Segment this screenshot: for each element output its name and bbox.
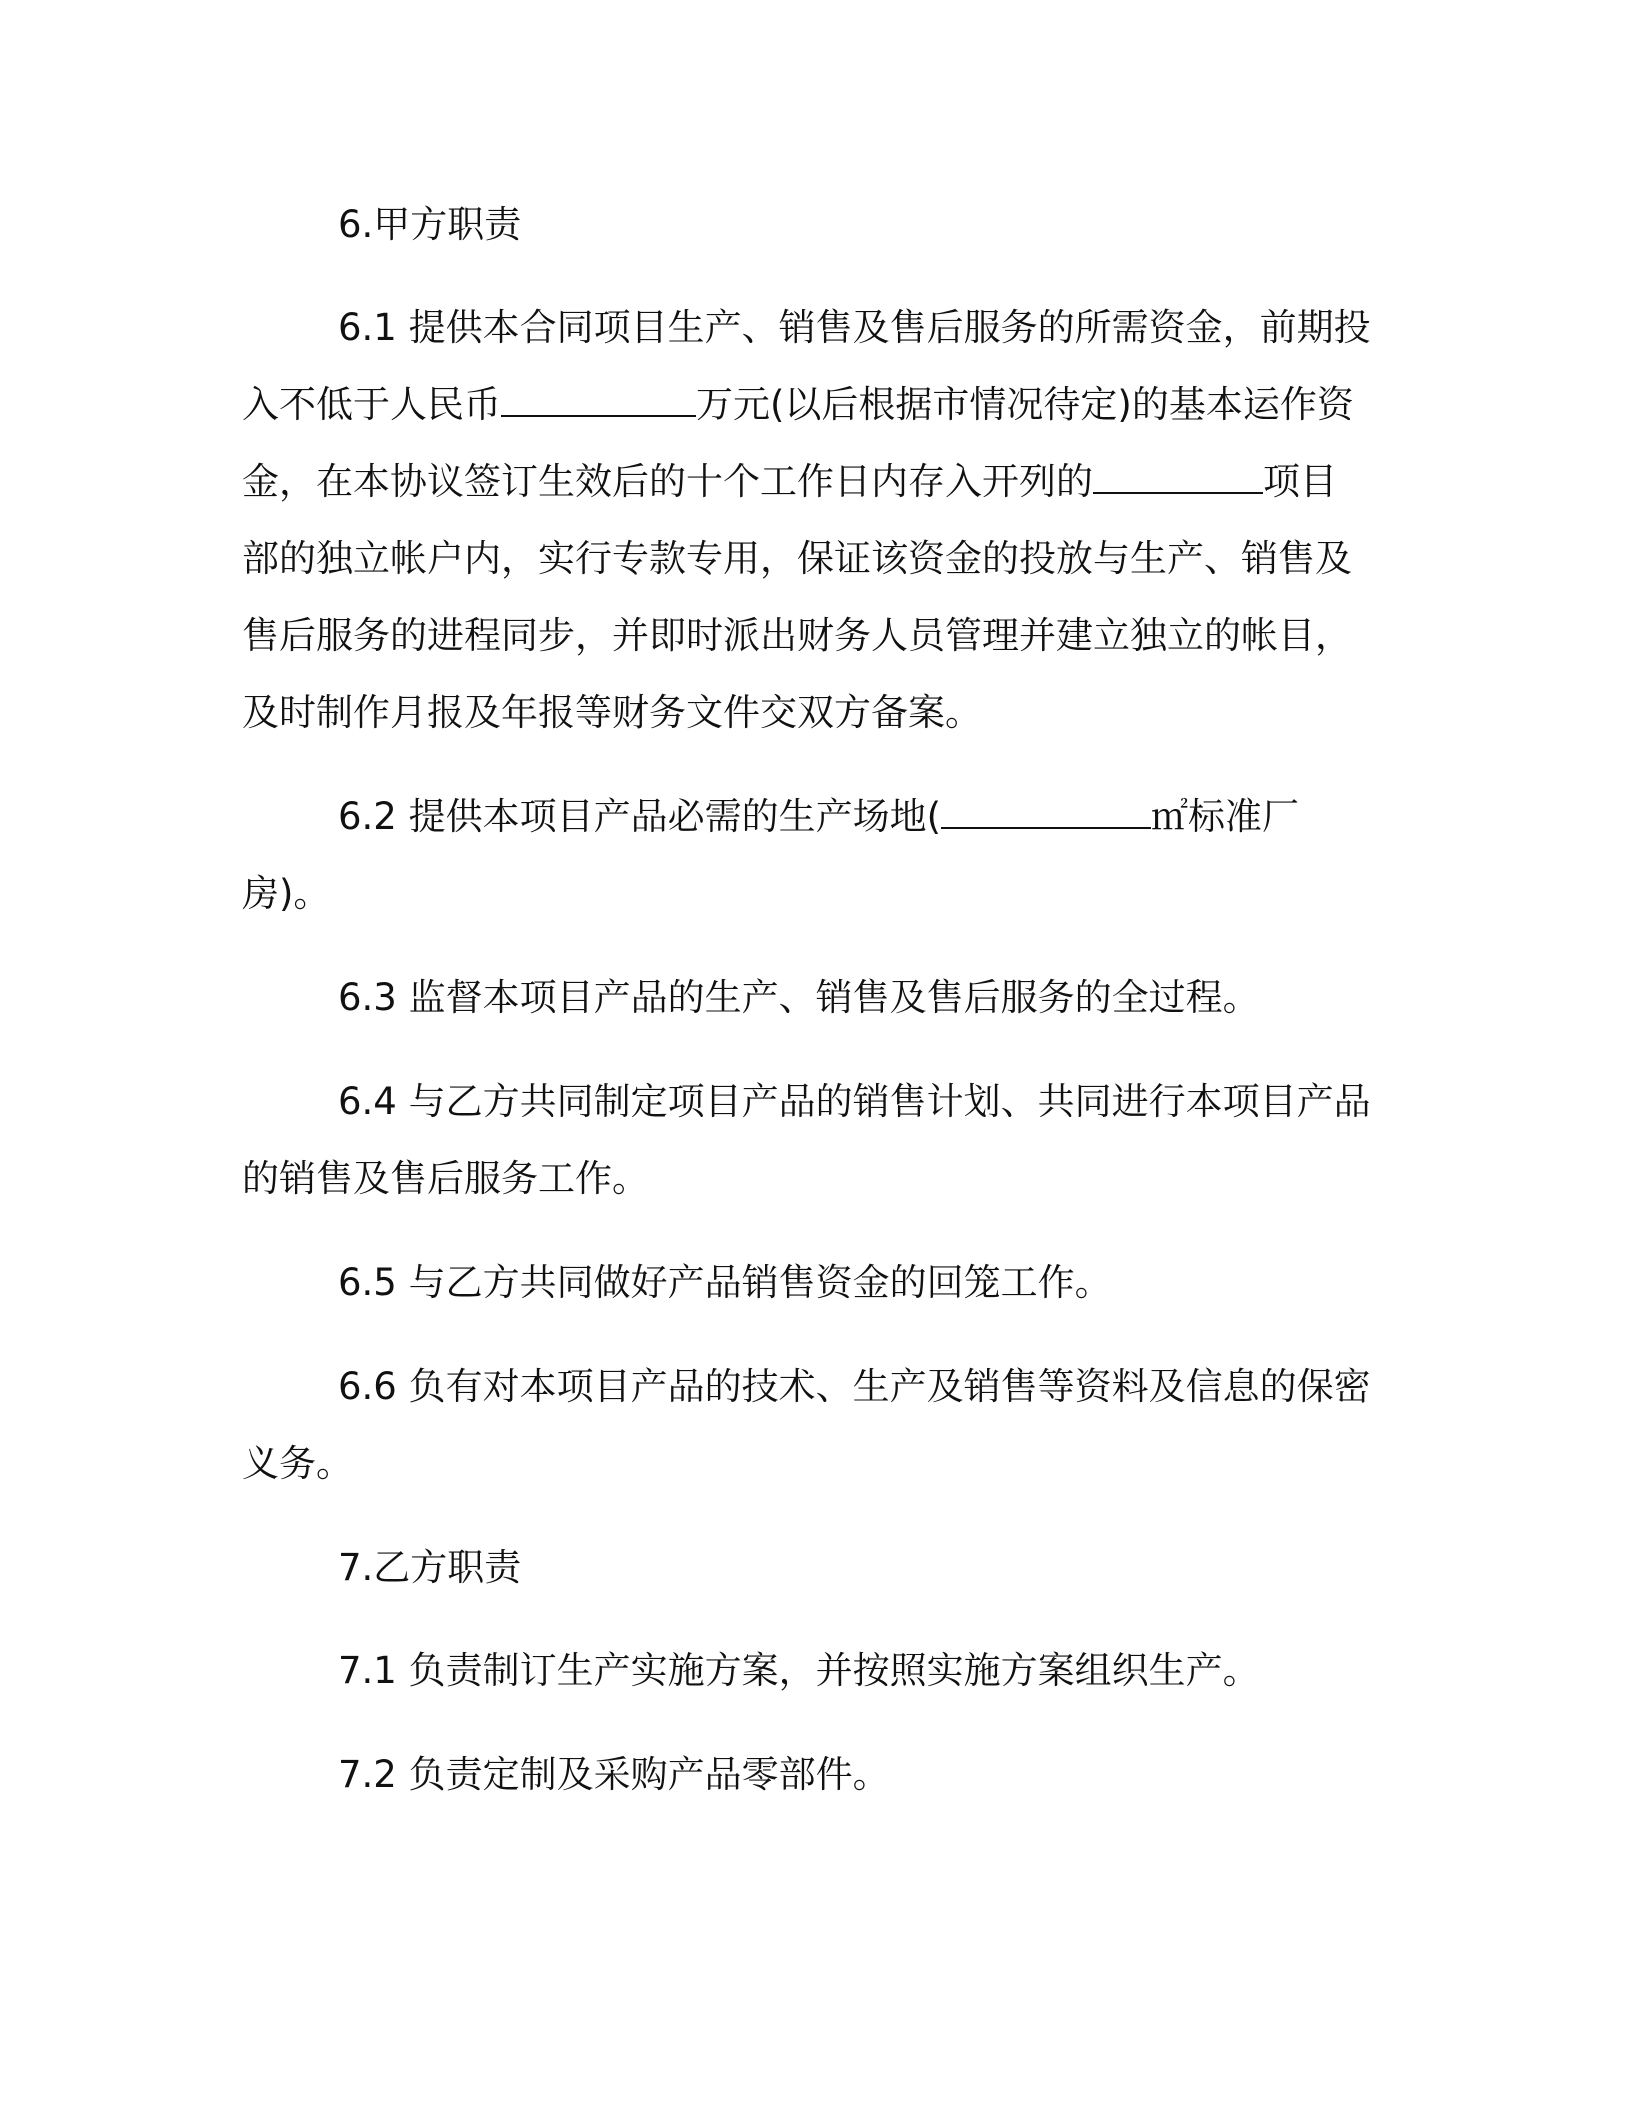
clause-6-1-text-c: 项目部的独立帐户内，实行专款专用，保证该资金的投放与生产、销售及售后服务的进程同步，并即时派出财务人员管理并建立独立的帐目，及时制作月报及年报等财务文件交双方备案。 (242, 460, 1352, 734)
clause-6-3: 6.3 监督本项目产品的生产、销售及售后服务的全过程。 (338, 976, 1260, 1019)
section-heading-6: 6.甲方职责 (338, 203, 522, 246)
amount-blank (501, 385, 696, 417)
clause-7-2: 7.2 负责定制及采购产品零部件。 (338, 1753, 890, 1796)
clause-6-4: 6.4 与乙方共同制定项目产品的销售计划、共同进行本项目产品的销售及售后服务工作。 (242, 1080, 1371, 1200)
clause-6-6: 6.6 负有对本项目产品的技术、生产及销售等资料及信息的保密义务。 (242, 1365, 1371, 1485)
clause-6-1-text-a: 6.1 提供本合同项目生产、销售及售后服务的所需资金，前期投入不低于人民币 (242, 306, 1371, 426)
clause-6-2 (242, 778, 1372, 932)
clause-6-2-text-b: ㎡标准厂房)。 (242, 795, 1300, 915)
clause-6-2-text-a: 6.2 提供本项目产品必需的生产场地( (338, 795, 942, 838)
clause-6-1 (242, 289, 1372, 751)
clause-6-5: 6.5 与乙方共同做好产品销售资金的回笼工作。 (338, 1261, 1112, 1304)
document-body (242, 186, 1372, 1813)
clause-6-1-text-b: 万元(以后根据市情况待定)的基本运作资金，在本协议签订生效后的十个工作日内存入开列的 (242, 383, 1354, 503)
project-dept-blank (1093, 462, 1263, 494)
area-blank (941, 797, 1151, 829)
clause-7-1: 7.1 负责制订生产实施方案，并按照实施方案组织生产。 (338, 1649, 1260, 1692)
section-heading-7: 7.乙方职责 (338, 1546, 522, 1589)
